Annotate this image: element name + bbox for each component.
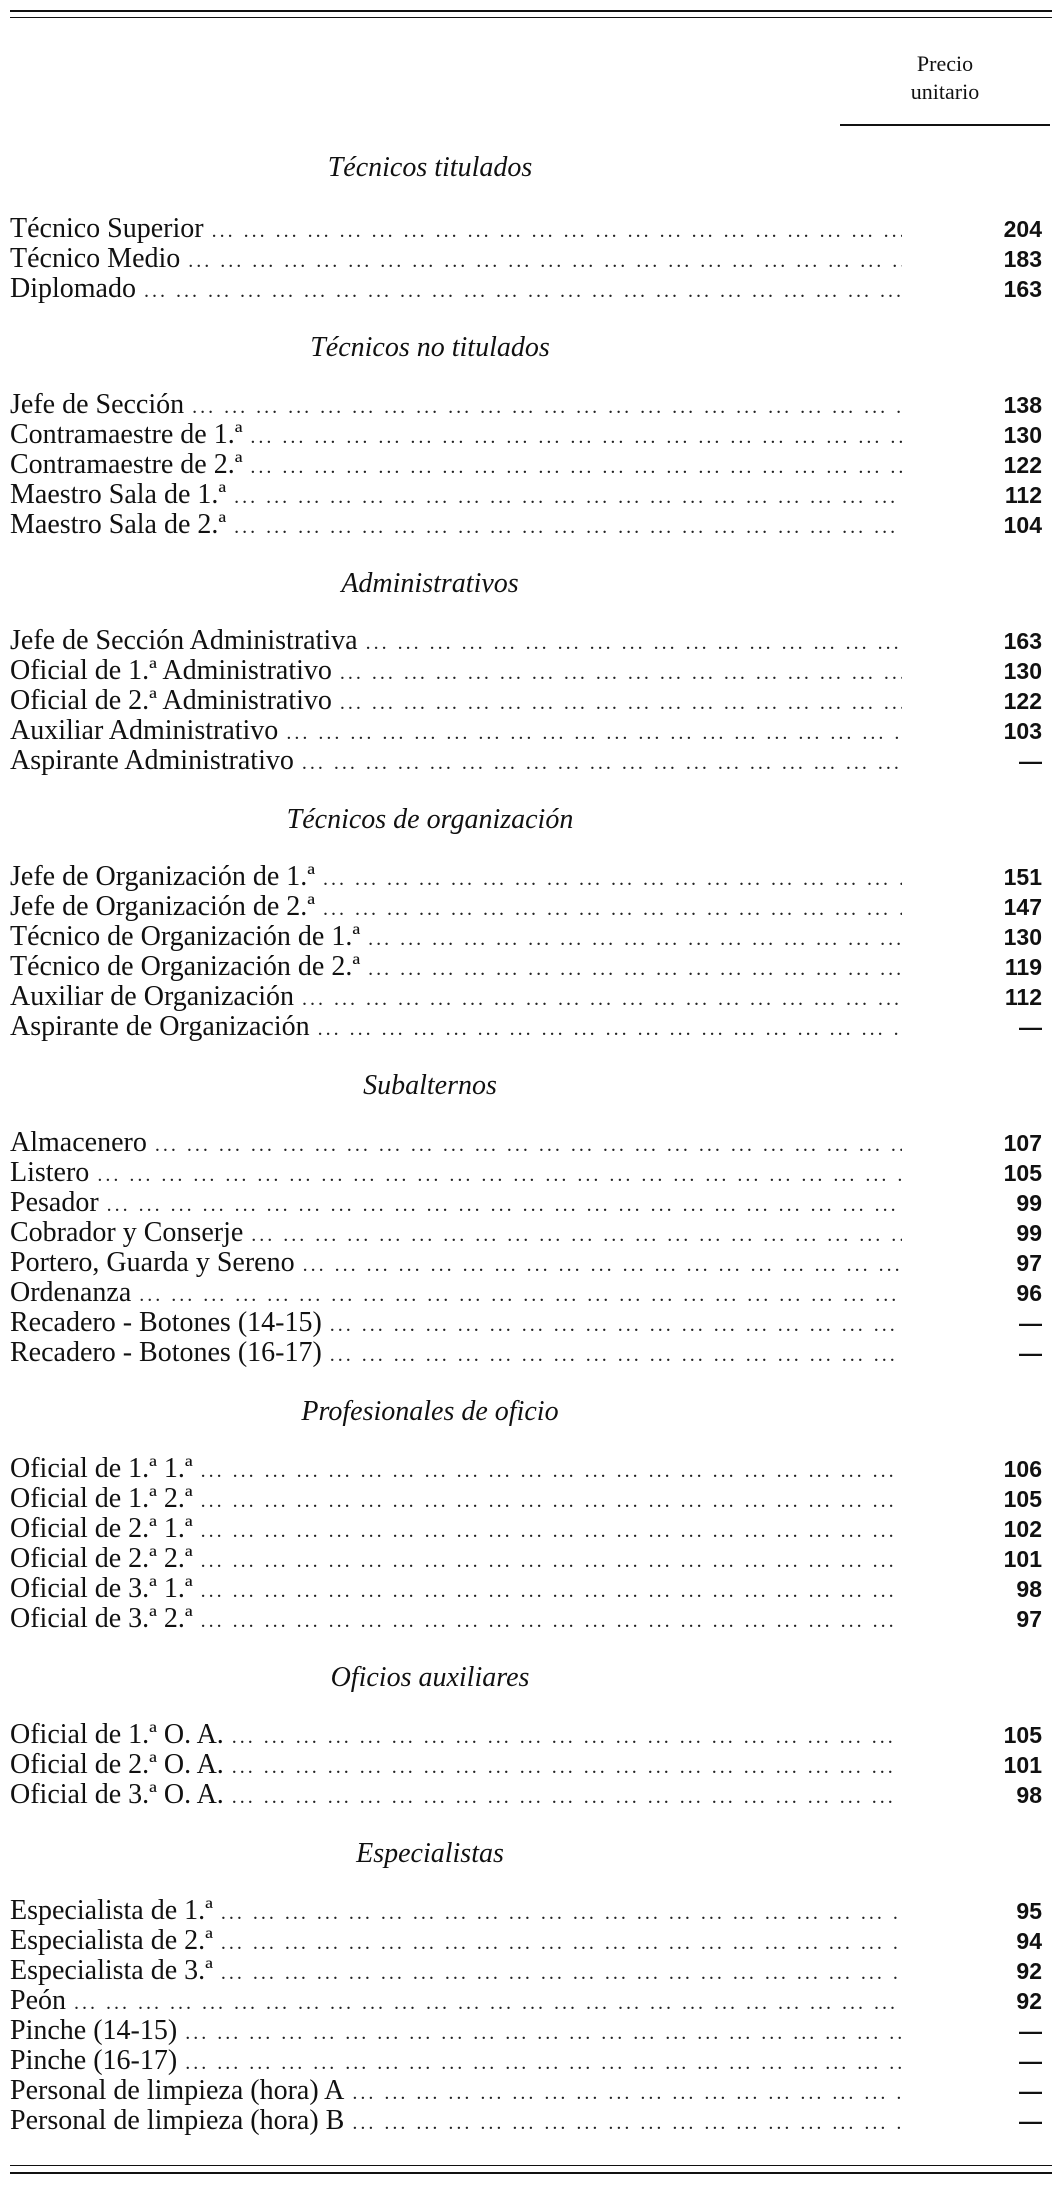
section: [10, 328, 1052, 540]
category-label: Personal de limpieza (hora) A: [10, 2075, 345, 2106]
unit-price: 105: [1003, 1722, 1042, 1748]
dot-leader: [107, 1190, 902, 1220]
category-label: Oficial de 2.ª 2.ª: [10, 1543, 193, 1574]
category-label: Técnico de Organización de 1.ª: [10, 921, 361, 952]
section-title: Oficios auxiliares: [330, 1662, 530, 1693]
table-row: [10, 626, 1052, 656]
section: [10, 564, 1052, 776]
top-double-rule-outer: [10, 10, 1052, 12]
unit-price: 138: [1003, 392, 1042, 418]
bottom-double-rule-inner: [10, 2165, 1052, 2166]
unit-price: 119: [1004, 954, 1042, 980]
category-label: Auxiliar de Organización: [10, 981, 295, 1012]
table-row: [10, 922, 1052, 952]
unit-price: 101: [1003, 1546, 1042, 1572]
section-title: Administrativos: [341, 568, 519, 599]
table-row: [10, 746, 1052, 776]
unit-price: 130: [1003, 422, 1042, 448]
table-row: [10, 1986, 1052, 2016]
unit-price: 92: [1016, 1988, 1042, 2014]
unit-price: 151: [1003, 864, 1042, 890]
unit-price: 103: [1003, 718, 1042, 744]
table-row: [10, 892, 1052, 922]
table-row: [10, 1926, 1052, 1956]
category-label: Oficial de 1.ª O. A.: [10, 1719, 224, 1750]
unit-price: 94: [1016, 1928, 1042, 1954]
unit-price: —: [1019, 2048, 1042, 2074]
dot-leader: [221, 1928, 902, 1958]
category-label: Contramaestre de 1.ª: [10, 419, 243, 450]
table-row: [10, 450, 1052, 480]
dot-leader: [201, 1516, 902, 1546]
category-label: Oficial de 2.ª Administrativo: [10, 685, 332, 716]
table-row: [10, 390, 1052, 420]
unit-price: 97: [1016, 1606, 1042, 1632]
category-label: Especialista de 3.ª: [10, 1955, 213, 1986]
table-row: [10, 1574, 1052, 1604]
table-row: [10, 1128, 1052, 1158]
category-label: Auxiliar Administrativo: [10, 715, 279, 746]
dot-leader: [192, 392, 902, 422]
table-row: [10, 1484, 1052, 1514]
category-label: Jefe de Sección Administrativa: [10, 625, 358, 656]
category-label: Maestro Sala de 1.ª: [10, 479, 227, 510]
category-label: Técnico Superior: [10, 213, 204, 244]
dot-leader: [201, 1576, 902, 1606]
category-label: Recadero - Botones (16-17): [10, 1337, 322, 1368]
dot-leader: [185, 2048, 902, 2078]
dot-leader: [251, 1220, 902, 1250]
dot-leader: [97, 1160, 902, 1190]
category-label: Oficial de 2.ª 1.ª: [10, 1513, 193, 1544]
unit-price: 105: [1003, 1486, 1042, 1512]
table-row: [10, 1248, 1052, 1278]
table-row: [10, 686, 1052, 716]
category-label: Oficial de 3.ª 1.ª: [10, 1573, 193, 1604]
table-row: [10, 716, 1052, 746]
unit-price: 102: [1003, 1516, 1042, 1542]
section: [10, 800, 1052, 1042]
unit-price: 105: [1003, 1160, 1042, 1186]
category-label: Oficial de 2.ª O. A.: [10, 1749, 224, 1780]
unit-price: 104: [1003, 512, 1042, 538]
unit-price: 112: [1004, 984, 1042, 1010]
category-label: Oficial de 1.ª Administrativo: [10, 655, 332, 686]
dot-leader: [302, 748, 902, 778]
section-title: Especialistas: [356, 1838, 504, 1869]
unit-price: —: [1019, 1014, 1042, 1040]
category-label: Especialista de 2.ª: [10, 1925, 213, 1956]
table-row: [10, 1012, 1052, 1042]
table-row: [10, 952, 1052, 982]
table-row: [10, 1604, 1052, 1634]
table-row: [10, 982, 1052, 1012]
dot-leader: [234, 482, 902, 512]
category-label: Diplomado: [10, 273, 136, 304]
category-label: Oficial de 1.ª 1.ª: [10, 1453, 193, 1484]
table-row: [10, 1514, 1052, 1544]
category-label: Peón: [10, 1985, 66, 2016]
table-row: [10, 656, 1052, 686]
unit-price: 130: [1003, 658, 1042, 684]
dot-leader: [368, 924, 902, 954]
dot-leader: [330, 1340, 902, 1370]
dot-leader: [221, 1898, 902, 1928]
table-row: [10, 1278, 1052, 1308]
table-row: [10, 244, 1052, 274]
unit-price: 107: [1003, 1130, 1042, 1156]
dot-leader: [368, 954, 902, 984]
dot-leader: [318, 1014, 902, 1044]
table-row: [10, 1956, 1052, 1986]
dot-leader: [232, 1782, 902, 1812]
section-title: Técnicos titulados: [327, 152, 533, 183]
table-row: [10, 480, 1052, 510]
unit-price: 112: [1004, 482, 1042, 508]
dot-leader: [340, 688, 902, 718]
section-title: Subalternos: [363, 1070, 497, 1101]
unit-price: 99: [1016, 1190, 1042, 1216]
table-row: [10, 214, 1052, 244]
dot-leader: [201, 1486, 902, 1516]
unit-price: 122: [1003, 452, 1042, 478]
category-label: Jefe de Organización de 1.ª: [10, 861, 315, 892]
dot-leader: [340, 658, 902, 688]
table-row: [10, 1308, 1052, 1338]
dot-leader: [323, 894, 902, 924]
category-label: Pinche (16-17): [10, 2045, 178, 2076]
category-label: Especialista de 1.ª: [10, 1895, 213, 1926]
dot-leader: [74, 1988, 902, 2018]
unit-price: 98: [1016, 1782, 1042, 1808]
top-double-rule-inner: [10, 17, 1052, 18]
category-label: Cobrador y Conserje: [10, 1217, 244, 1248]
category-label: Listero: [10, 1157, 90, 1188]
category-label: Oficial de 1.ª 2.ª: [10, 1483, 193, 1514]
category-label: Portero, Guarda y Sereno: [10, 1247, 295, 1278]
unit-price: 183: [1003, 246, 1042, 272]
table-row: [10, 2076, 1052, 2106]
table-row: [10, 2106, 1052, 2136]
dot-leader: [303, 1250, 902, 1280]
unit-price: —: [1019, 1340, 1042, 1366]
unit-price: —: [1019, 2078, 1042, 2104]
section: [10, 1392, 1052, 1634]
bottom-double-rule-outer: [10, 2172, 1052, 2174]
table-row: [10, 1158, 1052, 1188]
table-row: [10, 1338, 1052, 1368]
unit-price: 163: [1003, 276, 1042, 302]
dot-leader: [232, 1722, 902, 1752]
table-row: [10, 1780, 1052, 1810]
section-title: Técnicos de organización: [286, 804, 574, 835]
category-label: Contramaestre de 2.ª: [10, 449, 243, 480]
category-label: Jefe de Organización de 2.ª: [10, 891, 315, 922]
unit-price: —: [1019, 748, 1042, 774]
unit-price: 96: [1016, 1280, 1042, 1306]
dot-leader: [188, 246, 902, 276]
category-label: Jefe de Sección: [10, 389, 185, 420]
section-title: Técnicos no titulados: [310, 332, 550, 363]
unit-price: 130: [1003, 924, 1042, 950]
price-header-line2: unitario: [910, 79, 980, 104]
table-row: [10, 1218, 1052, 1248]
table-row: [10, 420, 1052, 450]
category-label: Pesador: [10, 1187, 99, 1218]
unit-price: 204: [1003, 216, 1042, 242]
dot-leader: [330, 1310, 902, 1340]
category-label: Técnico Medio: [10, 243, 181, 274]
category-label: Aspirante de Organización: [10, 1011, 310, 1042]
price-header-underline: [840, 124, 1050, 126]
unit-price: 92: [1016, 1958, 1042, 1984]
dot-leader: [250, 422, 902, 452]
unit-price: 163: [1003, 628, 1042, 654]
dot-leader: [201, 1546, 902, 1576]
price-header-line1: Precio: [916, 51, 974, 76]
category-label: Ordenanza: [10, 1277, 132, 1308]
unit-price: 98: [1016, 1576, 1042, 1602]
unit-price: 95: [1016, 1898, 1042, 1924]
unit-price: 97: [1016, 1250, 1042, 1276]
price-column-header: [840, 50, 1050, 106]
dot-leader: [155, 1130, 902, 1160]
unit-price: 106: [1003, 1456, 1042, 1482]
dot-leader: [201, 1606, 902, 1636]
price-table: [10, 148, 1052, 2160]
unit-price: —: [1019, 1310, 1042, 1336]
table-row: [10, 1896, 1052, 1926]
dot-leader: [212, 216, 902, 246]
table-row: [10, 1720, 1052, 1750]
table-row: [10, 1188, 1052, 1218]
dot-leader: [185, 2018, 902, 2048]
dot-leader: [139, 1280, 902, 1310]
unit-price: —: [1019, 2108, 1042, 2134]
unit-price: 147: [1003, 894, 1042, 920]
dot-leader: [221, 1958, 902, 1988]
dot-leader: [250, 452, 902, 482]
section-title: Profesionales de oficio: [301, 1396, 559, 1427]
category-label: Almacenero: [10, 1127, 147, 1158]
category-label: Técnico de Organización de 2.ª: [10, 951, 361, 982]
dot-leader: [352, 2108, 902, 2138]
unit-price: —: [1019, 2018, 1042, 2044]
category-label: Pinche (14-15): [10, 2015, 178, 2046]
table-row: [10, 2046, 1052, 2076]
table-row: [10, 1454, 1052, 1484]
category-label: Personal de limpieza (hora) B: [10, 2105, 345, 2136]
table-row: [10, 274, 1052, 304]
table-row: [10, 510, 1052, 540]
section: [10, 1066, 1052, 1368]
section: [10, 1658, 1052, 1810]
section: [10, 148, 1052, 304]
dot-leader: [234, 512, 902, 542]
table-row: [10, 862, 1052, 892]
unit-price: 101: [1003, 1752, 1042, 1778]
table-row: [10, 1750, 1052, 1780]
dot-leader: [366, 628, 902, 658]
dot-leader: [232, 1752, 902, 1782]
dot-leader: [201, 1456, 902, 1486]
category-label: Recadero - Botones (14-15): [10, 1307, 322, 1338]
unit-price: 99: [1016, 1220, 1042, 1246]
category-label: Oficial de 3.ª 2.ª: [10, 1603, 193, 1634]
category-label: Aspirante Administrativo: [10, 745, 294, 776]
dot-leader: [352, 2078, 902, 2108]
table-row: [10, 2016, 1052, 2046]
dot-leader: [286, 718, 902, 748]
category-label: Maestro Sala de 2.ª: [10, 509, 227, 540]
table-row: [10, 1544, 1052, 1574]
category-label: Oficial de 3.ª O. A.: [10, 1779, 224, 1810]
dot-leader: [323, 864, 902, 894]
dot-leader: [302, 984, 902, 1014]
dot-leader: [144, 276, 902, 306]
unit-price: 122: [1003, 688, 1042, 714]
section: [10, 1834, 1052, 2136]
